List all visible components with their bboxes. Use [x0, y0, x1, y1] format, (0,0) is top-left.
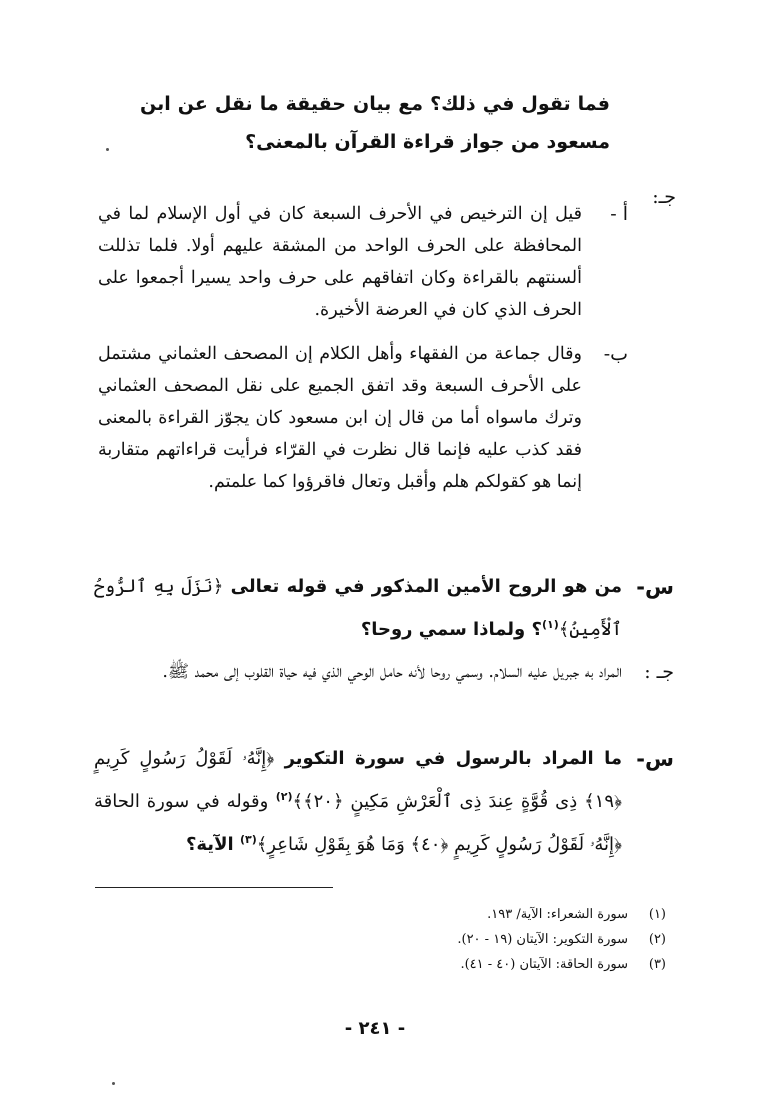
footnotes [166, 902, 666, 977]
answer-item-a [98, 198, 628, 326]
answer-a-text: قيل إن الترخيص في الأحرف السبعة كان في أول الإسلام لما في المحافظة على الحرف الواحد من المشقة عليهم أولا. فلما تذللت ألسنتهم بالقراءة وكان اتفاقهم على حرف واحد يسيرا أجمعوا على الحرف الذي كان في العرضة الأخيرة. [98, 204, 582, 320]
item-marker: أ - [610, 203, 628, 225]
answer-2 [94, 656, 674, 688]
footnote-ref: (٣) [239, 833, 257, 846]
answer-label: جـ : [644, 661, 674, 683]
question-text: ؟ ولماذا سمي روحا؟ [360, 619, 542, 640]
footnote-ref: (١) [541, 618, 559, 631]
answer-item-b [98, 338, 628, 498]
question-text: الآية؟ [185, 834, 234, 855]
footnote [166, 902, 666, 927]
question-2 [94, 568, 674, 649]
margin-dot [112, 1082, 115, 1085]
quran-verse: ﴿نَزَلَ بِهِ ٱلرُّوحُ ٱلْأَمِينُ﴾ [94, 576, 622, 640]
question-text: ما المراد بالرسول في سورة التكوير [284, 748, 622, 769]
margin-dot [106, 148, 109, 151]
answer-2-text: المراد به جبريل عليه السلام. وسمي روحا لأنه حامل الوحي الذي فيه حياة القلوب إلى محمد ﷺ. [162, 662, 622, 682]
page-number: - ٢٤١ - [344, 1018, 406, 1039]
answer-b-text: وقال جماعة من الفقهاء وأهل الكلام إن المصحف العثماني مشتمل على الأحرف السبعة وقد اتفق الجميع على نقل المصحف العثماني وترك ماسواه أما من قال إن ابن مسعود كان يجوّز القراءة بالمعنى فقد كذب عليه فإنما قال نظرت في القرّاء فرأيت قراءاتهم متقاربة إنما هو كقولكم هلم وأقبل وتعال فاقرؤوا كما علمتم. [98, 344, 582, 492]
question-2-text [94, 568, 622, 649]
answer-label: جـ: [652, 186, 676, 208]
footnote-ref: (٢) [275, 790, 293, 803]
question-label: س- [636, 575, 674, 599]
question-label: س- [636, 747, 674, 771]
footnote-number: (٣) [648, 957, 666, 972]
question-3 [94, 740, 674, 864]
item-marker: ب- [603, 343, 628, 365]
footnote-text: سورة الشعراء: الآية/ ١٩٣. [487, 907, 628, 922]
footnote-number: (١) [648, 907, 666, 922]
question-text: من هو الروح الأمين المذكور في قوله تعالى [230, 576, 622, 597]
footnote [166, 927, 666, 952]
footnote-text: سورة التكوير: الآيتان (١٩ - ٢٠). [457, 932, 628, 947]
intro-question: فما تقول في ذلك؟ مع بيان حقيقة ما نقل عن ابن مسعود من جواز قراءة القرآن بالمعنى؟ [140, 93, 610, 153]
footnote-text: سورة الحاقة: الآيتان (٤٠ - ٤١). [460, 957, 628, 972]
footnote [166, 952, 666, 977]
question-text: وقوله في سورة الحاقة [94, 791, 269, 812]
footnote-number: (٢) [648, 932, 666, 947]
footnote-rule [95, 887, 333, 888]
question-3-text [94, 740, 622, 864]
quran-verse: ﴿إِنَّهُۥ لَقَوْلُ رَسُولٍ كَرِيمٍ ﴿١٩﴾ ذِى قُوَّةٍ عِندَ ذِى ٱلْعَرْشِ مَكِينٍ ﴿٢٠﴾﴾ [94, 748, 622, 812]
quran-verse: ﴿إِنَّهُۥ لَقَوْلُ رَسُولٍ كَرِيمٍ ﴿٤٠﴾ وَمَا هُوَ بِقَوْلِ شَاعِرٍ﴾ [256, 834, 622, 855]
